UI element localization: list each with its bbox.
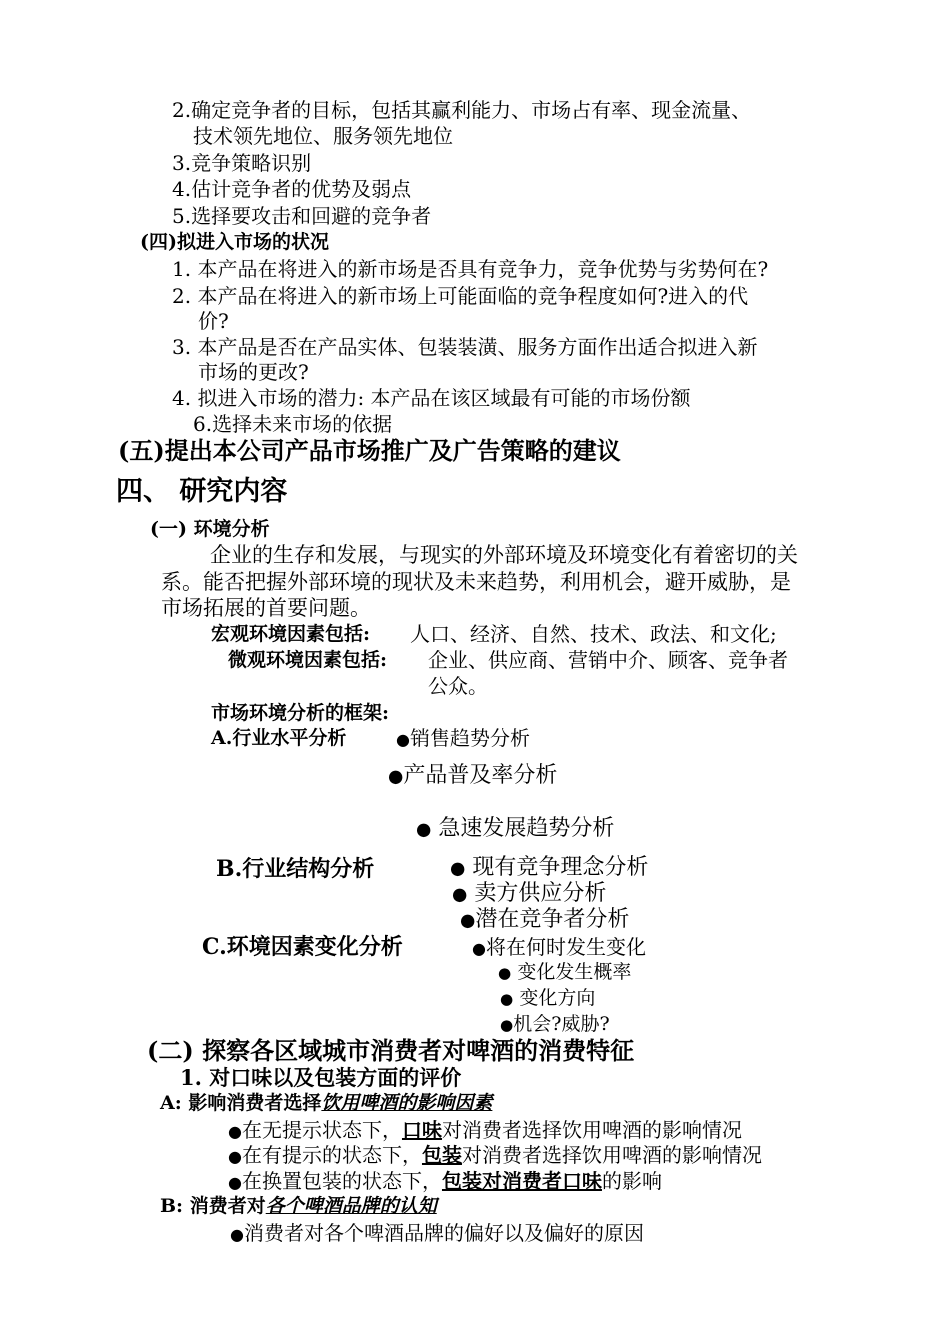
section-heading: (五)提出本公司产品市场推广及广告策略的建议 (118, 436, 621, 465)
section-heading: (四)拟进入市场的状况 (140, 231, 329, 253)
framework-c-item: ●将在何时发生变化 (472, 935, 646, 959)
factor-a-heading: A: 影响消费者选择饮用啤酒的影响因素 (160, 1092, 493, 1114)
subsection-heading: (二) 探察各区域城市消费者对啤酒的消费特征 (147, 1036, 635, 1065)
list-item: 4. 拟进入市场的潜力: 本产品在该区域最有可能的市场份额 (172, 386, 691, 410)
framework-b-label: B.行业结构分析 (216, 856, 375, 882)
list-item: ●消费者对各个啤酒品牌的偏好以及偏好的原因 (230, 1221, 644, 1245)
bullet-icon: ● (460, 911, 476, 931)
bullet-icon: ● (396, 730, 410, 749)
list-item: 6.选择未来市场的依据 (193, 412, 393, 436)
subsection-heading: (一) 环境分析 (150, 518, 270, 540)
paragraph-line: 系。能否把握外部环境的现状及未来趋势，利用机会，避开威胁，是 (161, 570, 791, 594)
list-item: 5.选择要攻击和回避的竞争者 (172, 204, 432, 228)
list-item: 4.估计竞争者的优势及弱点 (172, 177, 412, 201)
list-item: 2. 本产品在将进入的新市场上可能面临的竞争程度如何?进入的代 (172, 284, 749, 308)
bullet-icon: ● (452, 885, 468, 905)
bullet-icon: ● (228, 1173, 242, 1192)
paragraph-line: 市场拓展的首要问题。 (161, 596, 371, 620)
bullet-icon: ● (416, 820, 432, 840)
list-item: 3. 本产品是否在产品实体、包装装潢、服务方面作出适合拟进入新 (172, 335, 758, 359)
bullet-icon: ● (472, 939, 486, 958)
list-item-continuation: 市场的更改? (198, 360, 309, 384)
framework-a-item: ●销售趋势分析 (396, 726, 530, 750)
list-item: ●在换置包装的状态下，包装对消费者口味的影响 (228, 1169, 662, 1193)
micro-label: 微观环境因素包括: (228, 649, 388, 671)
bullet-icon: ● (230, 1225, 244, 1244)
micro-text-continuation: 公众。 (428, 674, 488, 698)
bullet-icon: ● (500, 990, 514, 1008)
framework-a-item: ●产品普及率分析 (388, 763, 558, 788)
bullet-icon: ● (228, 1122, 242, 1141)
list-item-continuation: 价? (198, 309, 229, 333)
bullet-icon: ● (388, 767, 404, 787)
framework-c-label: C.环境因素变化分析 (202, 934, 403, 960)
list-item: ●在无提示状态下，口味对消费者选择饮用啤酒的影响情况 (228, 1118, 742, 1142)
list-item: 2.确定竞争者的目标，包括其赢利能力、市场占有率、现金流量、 (172, 98, 752, 122)
macro-label: 宏观环境因素包括: (211, 623, 371, 645)
framework-c-item: ●机会?威胁? (500, 1013, 610, 1035)
framework-c-item: ● 变化方向 (500, 987, 596, 1009)
framework-a-label: A.行业水平分析 (211, 727, 347, 749)
framework-b-item: ● 现有竞争理念分析 (450, 855, 649, 880)
bullet-icon: ● (498, 964, 512, 982)
framework-c-item: ● 变化发生概率 (498, 961, 632, 983)
list-item-continuation: 技术领先地位、服务领先地位 (193, 124, 453, 148)
framework-b-item: ●潜在竞争者分析 (460, 907, 630, 932)
framework-label: 市场环境分析的框架: (211, 702, 390, 724)
paragraph-line: 企业的生存和发展，与现实的外部环境及环境变化有着密切的关 (210, 543, 798, 567)
list-item: 3.竞争策略识别 (172, 151, 312, 175)
framework-a-item: ● 急速发展趋势分析 (416, 816, 615, 841)
list-item: ●在有提示的状态下，包装对消费者选择饮用啤酒的影响情况 (228, 1143, 762, 1167)
list-item: 1. 本产品在将进入的新市场是否具有竞争力，竞争优势与劣势何在? (172, 257, 769, 281)
micro-text: 企业、供应商、营销中介、顾客、竞争者 (428, 648, 788, 672)
bullet-icon: ● (500, 1016, 514, 1034)
framework-b-item: ● 卖方供应分析 (452, 881, 607, 906)
chapter-heading: 四、 研究内容 (116, 476, 288, 507)
bullet-icon: ● (450, 859, 466, 879)
bullet-icon: ● (228, 1147, 242, 1166)
macro-text: 人口、经济、自然、技术、政法、和文化; (410, 622, 777, 646)
factor-b-heading: B: 消费者对各个啤酒品牌的认知 (160, 1195, 437, 1217)
point-heading: 1. 对口味以及包装方面的评价 (180, 1065, 462, 1090)
